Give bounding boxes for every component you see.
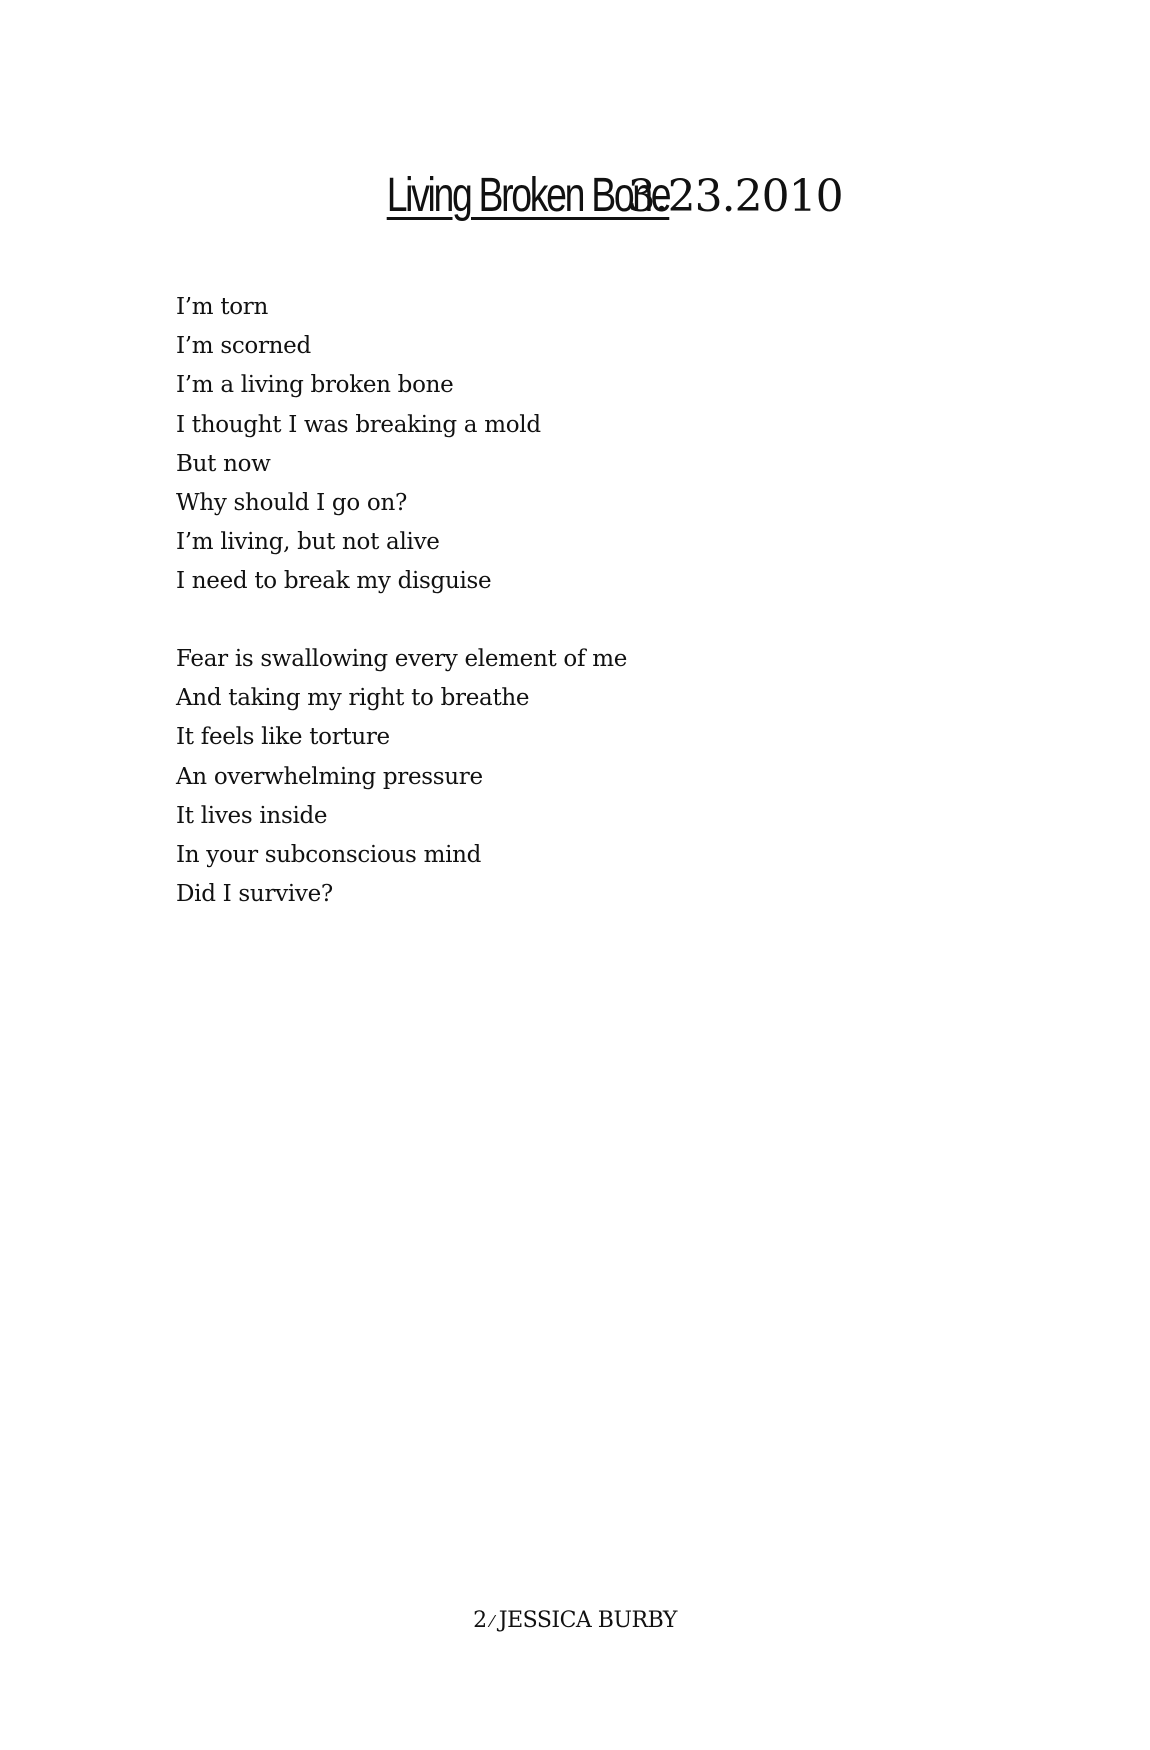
stanza-1 <box>176 288 541 602</box>
author-name: JESSICA BURBY <box>498 1608 677 1633</box>
poem-line: I’m scorned <box>176 333 311 360</box>
poem-line: Fear is swallowing every element of me <box>176 646 628 672</box>
poem-title-text: Living Broken Bone <box>387 169 670 222</box>
footer-separator: ⁄ <box>490 1612 493 1631</box>
poem-line: It feels like torture <box>176 724 390 751</box>
poem-line: An overwhelming pressure <box>176 763 483 790</box>
poem-title <box>0 168 1150 223</box>
poem-line: It lives inside <box>176 802 328 829</box>
stanza-2 <box>176 640 627 914</box>
page-number: 2 <box>473 1608 487 1633</box>
poem-line: Why should I go on? <box>176 489 407 516</box>
poem-line: I’m torn <box>176 294 269 320</box>
poem-line: I’m a living broken bone <box>176 372 454 399</box>
poem-line: And taking my right to breathe <box>176 685 530 712</box>
poem-date: 3.23.2010 <box>627 171 843 222</box>
poem-line: I thought I was breaking a mold <box>176 411 541 438</box>
poem-line: I’m living, but not alive <box>176 529 440 556</box>
poem-line: But now <box>176 450 271 477</box>
poem-line: I need to break my disguise <box>176 568 492 595</box>
poem-line: In your subconscious mind <box>176 841 482 868</box>
page-footer <box>0 1608 1150 1633</box>
poem-line: Did I survive? <box>176 881 333 908</box>
